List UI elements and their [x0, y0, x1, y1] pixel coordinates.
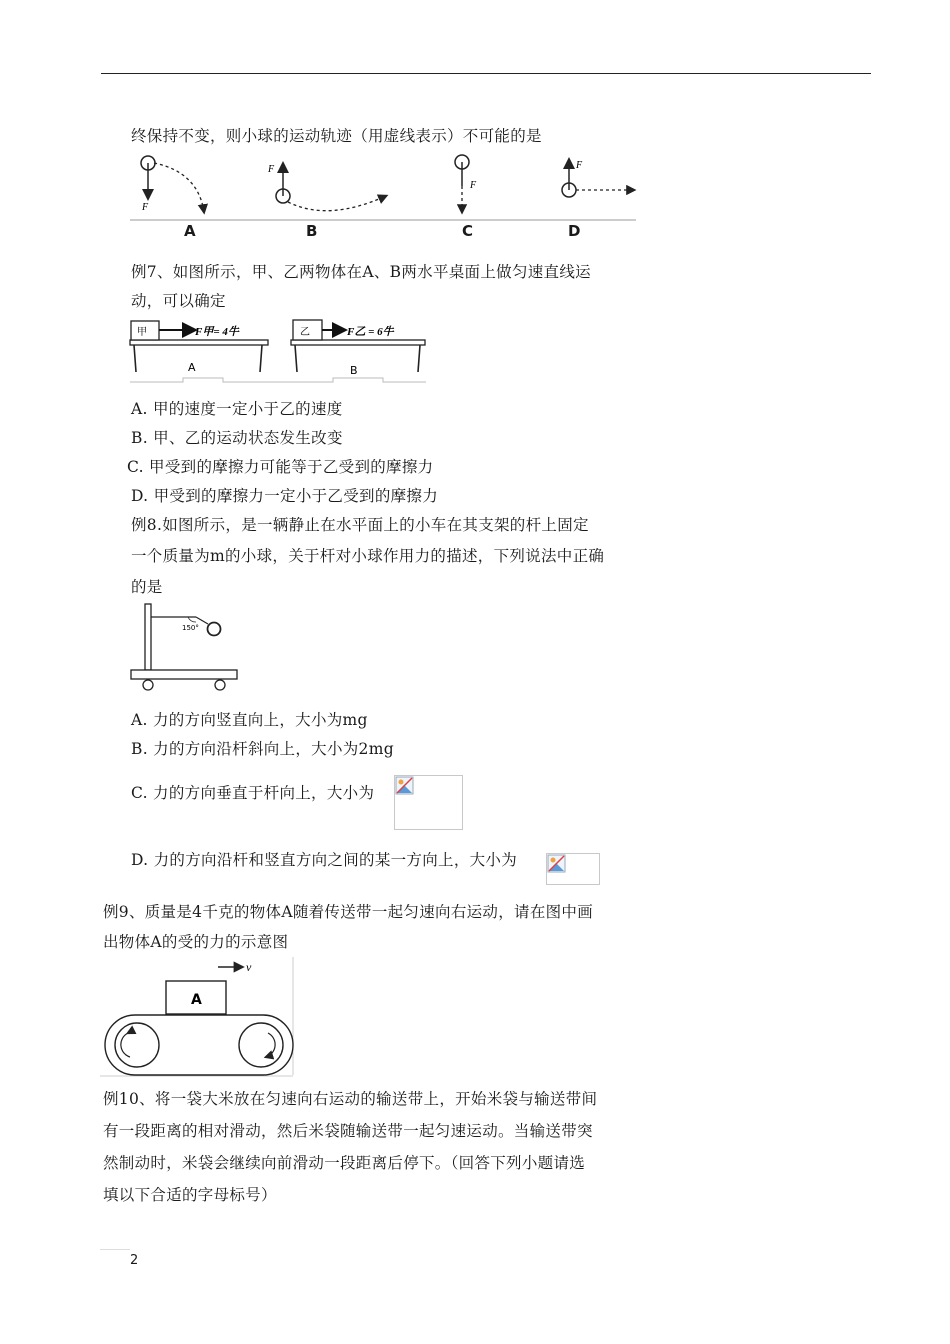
text-line: 一个质量为m的小球，关于杆对小球作用力的描述，下列说法中正确	[131, 547, 605, 565]
tables-figure	[128, 316, 428, 386]
force-label-b: F	[268, 164, 275, 175]
choice-c: C. 力的方向垂直于杆向上，大小为	[131, 784, 375, 802]
cart-figure	[128, 600, 240, 694]
trajectory-b-diagram	[267, 164, 386, 211]
choice-b: B. 力的方向沿杆斜向上，大小为2mg	[131, 740, 394, 758]
force-label-d: F	[576, 160, 583, 171]
choice-d: D. 甲受到的摩擦力一定小于乙受到的摩擦力	[131, 487, 439, 505]
trajectory-c-diagram	[455, 155, 477, 212]
velocity-label: v	[246, 960, 252, 974]
choice-b: B. 甲、乙的运动状态发生改变	[131, 429, 343, 447]
option-label-d: D	[568, 222, 581, 240]
page-number: 2	[130, 1253, 139, 1268]
force-jia-label: F甲= 4牛	[195, 326, 239, 338]
option-label-a: A	[184, 222, 196, 240]
table-b-label: B	[350, 364, 358, 377]
block-a-label: A	[191, 992, 202, 1008]
block-yi-label: 乙	[300, 327, 310, 338]
choice-a: A. 甲的速度一定小于乙的速度	[131, 400, 343, 418]
text-line: 例7、如图所示，甲、乙两物体在A、B两水平桌面上做匀速直线运	[131, 263, 591, 281]
text-line: 例10、将一袋大米放在匀速向右运动的输送带上，开始米袋与输送带间	[103, 1090, 598, 1108]
text-line: 终保持不变，则小球的运动轨迹（用虚线表示）不可能的是	[131, 127, 542, 145]
broken-image-icon	[394, 775, 463, 830]
table-a-label: A	[188, 361, 196, 374]
broken-image-icon	[546, 853, 600, 885]
choice-d: D. 力的方向沿杆和竖直方向之间的某一方向上，大小为	[131, 851, 518, 869]
text-line: 然制动时，米袋会继续向前滑动一段距离后停下。（回答下列小题请选	[103, 1154, 586, 1172]
text-line: 例8.如图所示，是一辆静止在水平面上的小车在其支架的杆上固定	[131, 516, 589, 534]
option-label-c: C	[462, 222, 474, 240]
text-line: 动，可以确定	[131, 292, 226, 310]
text-line: 例9、质量是4千克的物体A随着传送带一起匀速向右运动，请在图中画	[103, 903, 594, 921]
option-label-b: B	[306, 222, 318, 240]
choice-c: C. 甲受到的摩擦力可能等于乙受到的摩擦力	[127, 458, 434, 476]
text-line: 有一段距离的相对滑动，然后米袋随输送带一起匀速运动。当输送带突	[103, 1122, 593, 1140]
force-label-c: F	[470, 180, 477, 191]
trajectory-figure	[128, 152, 640, 244]
page-number-mark	[100, 1249, 130, 1250]
block-jia-label: 甲	[137, 327, 147, 338]
header-rule	[101, 73, 871, 74]
force-label-a: F	[142, 202, 149, 213]
text-line: 的是	[131, 578, 163, 596]
text-line: 填以下合适的字母标号）	[103, 1186, 277, 1204]
angle-label: 150°	[182, 624, 199, 632]
choice-a: A. 力的方向竖直向上，大小为mg	[131, 711, 368, 729]
text-line: 出物体A的受的力的示意图	[103, 933, 289, 951]
trajectory-a-diagram	[141, 156, 204, 213]
conveyor-figure	[100, 957, 298, 1079]
force-yi-label: F乙 = 6牛	[347, 326, 394, 338]
trajectory-d-diagram	[562, 160, 634, 197]
